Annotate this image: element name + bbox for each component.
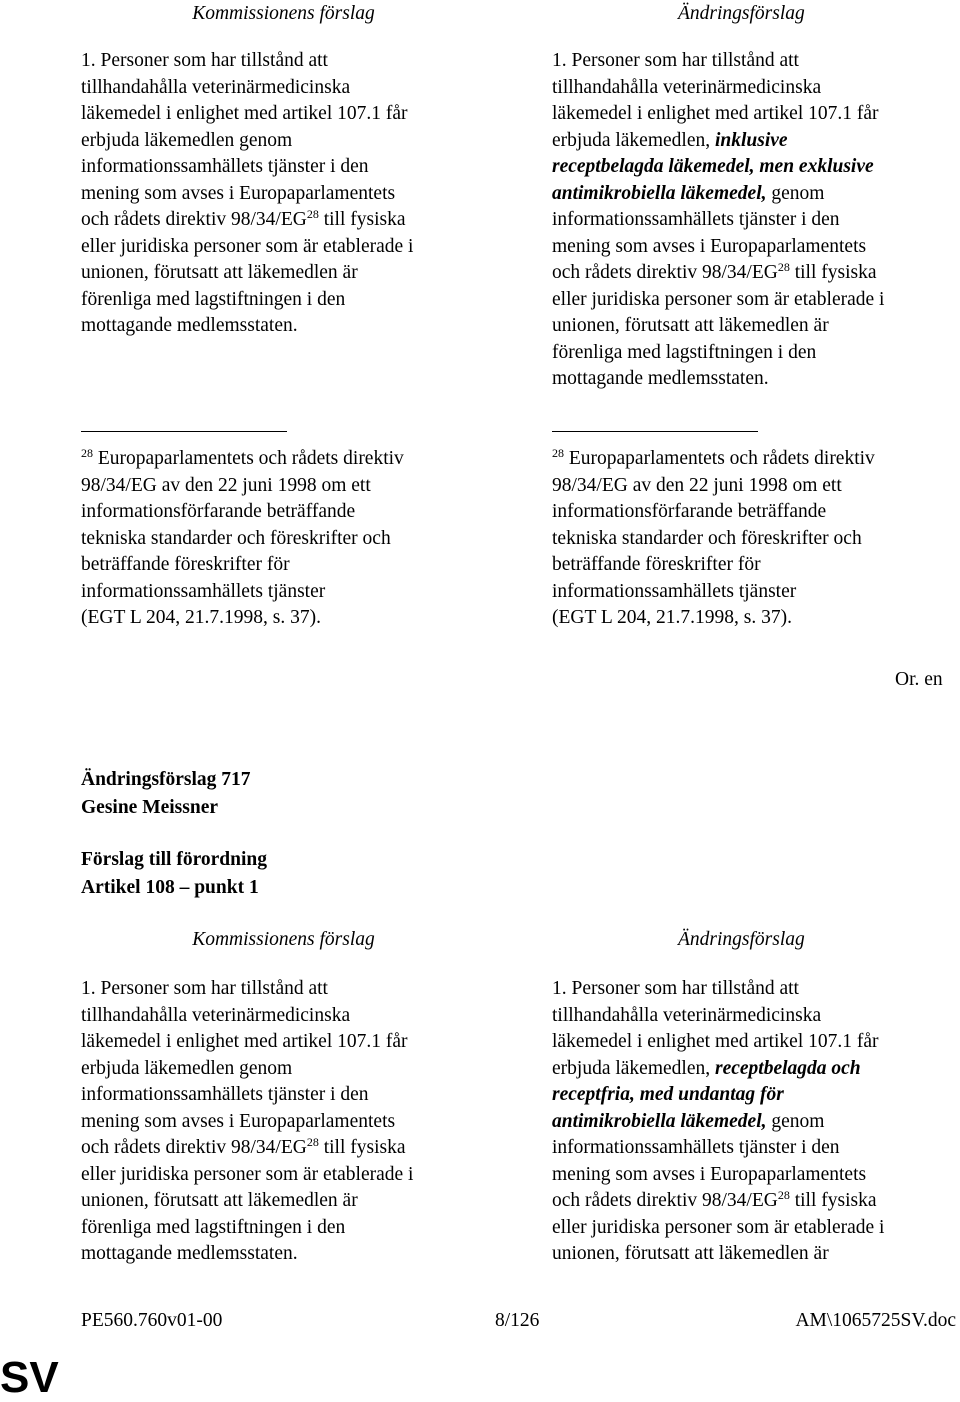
text-line: läkemedel i enlighet med artikel 107.1 får xyxy=(81,103,408,124)
amendment-number: Ändringsförslag 717 xyxy=(81,769,251,790)
text-line: mening som avses i Europaparlamentets xyxy=(552,1163,867,1185)
text-line: mottagande medlemsstaten. xyxy=(81,1243,298,1264)
text-line: förenliga med lagstiftningen i den xyxy=(81,288,346,310)
inserted-text: receptbelagda och xyxy=(710,1057,861,1079)
footnote xyxy=(552,446,957,632)
text-segment: och rådets direktiv 98/34/EG xyxy=(552,262,778,283)
text-line: läkemedel i enlighet med artikel 107.1 får xyxy=(552,1031,879,1052)
column-header-amendment: Ändringsförslag xyxy=(678,929,805,950)
text-line: beträffande föreskrifter för xyxy=(81,554,290,575)
footnote-number: 28 xyxy=(81,446,93,460)
footnote-ref: 28 xyxy=(306,1135,319,1149)
text-line: 1. Personer som har tillstånd att xyxy=(81,50,328,71)
text-line: informationsförfarande beträffande xyxy=(552,501,827,522)
text-segment: erbjuda läkemedlen, xyxy=(552,129,711,151)
column-header-commission-proposal: Kommissionens förslag xyxy=(192,929,375,950)
text-line: informationssamhällets tjänster i den xyxy=(81,156,369,177)
amendment-heading xyxy=(81,766,251,822)
text-line: läkemedel i enlighet med artikel 107.1 får xyxy=(552,103,879,124)
amendment-reference xyxy=(81,846,267,902)
column-header-amendment: Ändringsförslag xyxy=(678,3,805,24)
text-line xyxy=(552,128,957,155)
text-line: informationssamhällets tjänster i den xyxy=(81,1084,369,1105)
text-line: tillhandahålla veterinärmedicinska xyxy=(552,76,822,98)
text-segment: till fysiska xyxy=(318,1137,406,1158)
commission-text-paragraph xyxy=(81,48,486,340)
text-line: mottagande medlemsstaten. xyxy=(81,315,298,336)
text-line xyxy=(81,207,486,234)
commission-text-paragraph xyxy=(81,976,486,1268)
text-line xyxy=(81,1135,486,1162)
document-reference: PE560.760v01-00 xyxy=(81,1310,223,1331)
text-segment: till fysiska xyxy=(318,209,406,230)
text-segment: till fysiska xyxy=(789,1190,877,1211)
text-line: erbjuda läkemedlen genom xyxy=(81,1057,293,1079)
page-number: 8/126 xyxy=(495,1310,540,1331)
text-line: tekniska standarder och föreskrifter och xyxy=(81,527,391,549)
text-line: unionen, förutsatt att läkemedlen är xyxy=(552,315,829,336)
text-line: förenliga med lagstiftningen i den xyxy=(81,1216,346,1238)
text-line: informationssamhällets tjänster xyxy=(552,580,797,602)
footnote xyxy=(81,446,486,632)
text-line xyxy=(552,446,957,473)
text-line: eller juridiska personer som är etablerade i xyxy=(552,288,885,310)
text-line: 1. Personer som har tillstånd att xyxy=(552,50,799,71)
text-segment: genom xyxy=(766,182,825,204)
text-line: förenliga med lagstiftningen i den xyxy=(552,341,817,363)
text-line: 98/34/EG av den 22 juni 1998 om ett xyxy=(552,474,842,496)
file-name: AM\1065725SV.doc xyxy=(795,1310,956,1331)
text-segment: Europaparlamentets och rådets direktiv xyxy=(564,448,875,469)
text-line: tekniska standarder och föreskrifter och xyxy=(552,527,862,549)
text-line xyxy=(552,181,957,208)
text-segment: genom xyxy=(766,1110,825,1132)
text-line: tillhandahålla veterinärmedicinska xyxy=(552,1004,822,1026)
amendment-text-paragraph xyxy=(552,48,957,393)
text-line xyxy=(81,446,486,473)
footnote-ref: 28 xyxy=(306,207,319,221)
amendment-author: Gesine Meissner xyxy=(81,797,219,818)
inserted-text: antimikrobiella läkemedel, xyxy=(552,182,767,204)
text-line: eller juridiska personer som är etablerade i xyxy=(552,1216,885,1238)
text-line: (EGT L 204, 21.7.1998, s. 37). xyxy=(81,607,321,628)
text-line: läkemedel i enlighet med artikel 107.1 får xyxy=(81,1031,408,1052)
text-line: erbjuda läkemedlen genom xyxy=(81,129,293,151)
column-header-commission-proposal: Kommissionens förslag xyxy=(192,3,375,24)
original-language: Or. en xyxy=(895,669,943,690)
language-code: SV xyxy=(0,1353,59,1402)
text-segment: Europaparlamentets och rådets direktiv xyxy=(93,448,404,469)
text-line: tillhandahålla veterinärmedicinska xyxy=(81,76,351,98)
text-segment: och rådets direktiv 98/34/EG xyxy=(81,1137,307,1158)
amendment-text-paragraph xyxy=(552,976,957,1268)
text-segment: och rådets direktiv 98/34/EG xyxy=(552,1190,778,1211)
text-segment: erbjuda läkemedlen, xyxy=(552,1057,711,1079)
text-line xyxy=(552,1056,957,1083)
text-line: eller juridiska personer som är etablerade i xyxy=(81,235,414,257)
inserted-text: inklusive xyxy=(710,129,788,151)
text-line: unionen, förutsatt att läkemedlen är xyxy=(81,1190,358,1211)
proposal-title: Förslag till förordning xyxy=(81,849,267,870)
text-line: unionen, förutsatt att läkemedlen är xyxy=(552,1243,829,1264)
text-line: mottagande medlemsstaten. xyxy=(552,368,769,389)
text-line: informationsförfarande beträffande xyxy=(81,501,356,522)
text-line xyxy=(552,260,957,287)
footnote-ref: 28 xyxy=(777,260,790,274)
text-segment: till fysiska xyxy=(789,262,877,283)
inserted-text: receptbelagda läkemedel, men exklusive xyxy=(552,156,874,177)
text-segment: och rådets direktiv 98/34/EG xyxy=(81,209,307,230)
text-line: informationssamhällets tjänster i den xyxy=(552,1137,840,1158)
text-line: 1. Personer som har tillstånd att xyxy=(552,978,799,999)
article-reference: Artikel 108 – punkt 1 xyxy=(81,877,259,898)
footnote-separator xyxy=(81,431,287,432)
footnote-number: 28 xyxy=(552,446,564,460)
text-line: beträffande föreskrifter för xyxy=(552,554,761,575)
text-line: mening som avses i Europaparlamentets xyxy=(81,1110,396,1132)
footnote-ref: 28 xyxy=(777,1188,790,1202)
text-line: unionen, förutsatt att läkemedlen är xyxy=(81,262,358,283)
text-line: mening som avses i Europaparlamentets xyxy=(552,235,867,257)
text-line: 98/34/EG av den 22 juni 1998 om ett xyxy=(81,474,371,496)
footnote-separator xyxy=(552,431,758,432)
inserted-text: receptfria, med undantag för xyxy=(552,1084,784,1105)
text-line: (EGT L 204, 21.7.1998, s. 37). xyxy=(552,607,792,628)
text-line: eller juridiska personer som är etablerade i xyxy=(81,1163,414,1185)
text-line: informationssamhällets tjänster i den xyxy=(552,209,840,230)
text-line: informationssamhällets tjänster xyxy=(81,580,326,602)
page-footer xyxy=(81,1308,956,1338)
text-line: 1. Personer som har tillstånd att xyxy=(81,978,328,999)
text-line: mening som avses i Europaparlamentets xyxy=(81,182,396,204)
inserted-text: antimikrobiella läkemedel, xyxy=(552,1110,767,1132)
text-line: tillhandahålla veterinärmedicinska xyxy=(81,1004,351,1026)
text-line xyxy=(552,1188,957,1215)
text-line xyxy=(552,1109,957,1136)
